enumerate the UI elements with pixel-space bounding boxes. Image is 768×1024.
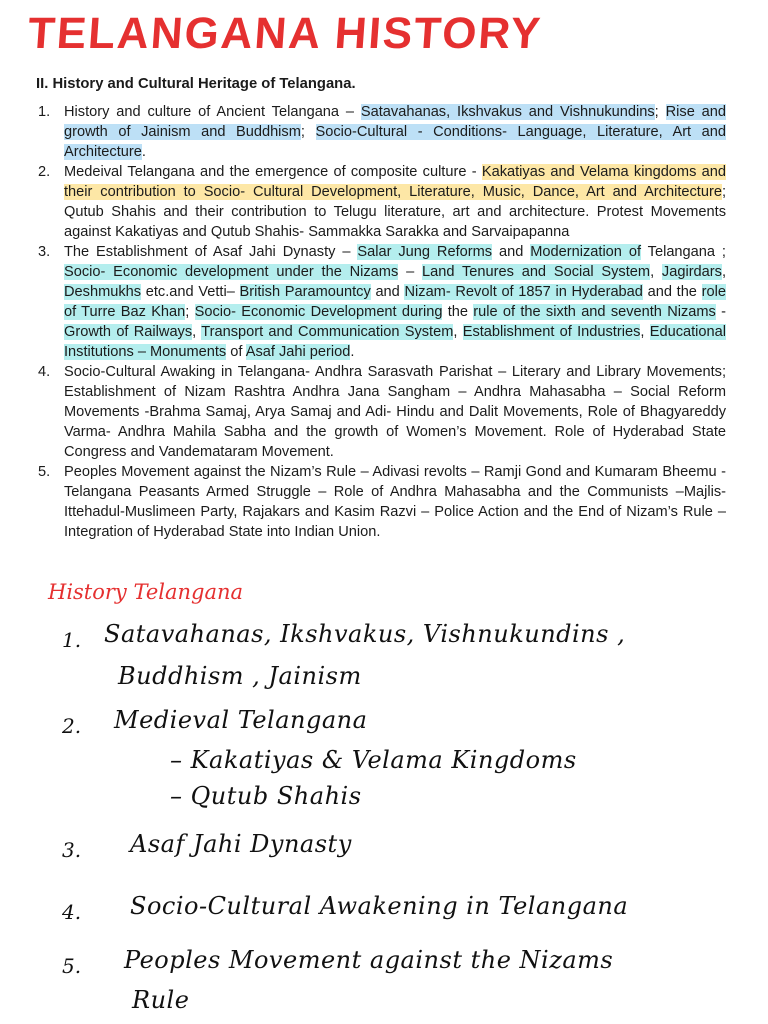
- note-line: Rule: [132, 986, 190, 1014]
- syllabus-text: .: [350, 344, 355, 360]
- syllabus-text: ; Qutub Shahis and their contribution to Telugu literature, art and architecture. Protest Movements against Kakatiyas and Qutub Shahis- Sammakka Sarakka and Sarvaipapanna: [64, 184, 726, 240]
- highlighted-text: Satavahanas, Ikshvakus and Vishnukundins: [360, 104, 655, 120]
- syllabus-item-number: 4.: [38, 364, 51, 380]
- syllabus-text: -: [715, 304, 726, 320]
- note-line: Asaf Jahi Dynasty: [130, 830, 352, 858]
- highlighted-text: Deshmukhs: [64, 284, 142, 300]
- syllabus-item-number: 1.: [38, 104, 51, 120]
- syllabus-text: .: [141, 144, 146, 160]
- syllabus-text: –: [398, 264, 422, 280]
- note-line: Buddhism , Jainism: [118, 662, 362, 690]
- highlighted-text: British Paramountcy: [239, 284, 371, 300]
- syllabus-text: ,: [650, 264, 662, 280]
- highlighted-text: Salar Jung Reforms: [357, 244, 493, 260]
- highlighted-text: Jagirdars: [661, 264, 722, 280]
- syllabus-text: ;: [185, 304, 195, 320]
- syllabus-text: History and culture of Ancient Telangana –: [64, 104, 361, 120]
- syllabus-text: ,: [192, 324, 202, 340]
- syllabus-item: [36, 242, 726, 362]
- note-line: – Kakatiyas & Velama Kingdoms: [170, 746, 577, 774]
- note-line: Peoples Movement against the Nizams: [124, 946, 614, 974]
- page-title: TELANGANA HISTORY: [26, 9, 544, 58]
- highlighted-text: Educational Institutions – Monuments: [64, 324, 727, 360]
- syllabus-item-number: 2.: [38, 164, 51, 180]
- syllabus-heading: II. History and Cultural Heritage of Telangana.: [36, 76, 356, 92]
- note-line: Medieval Telangana: [114, 706, 368, 734]
- note-line: – Qutub Shahis: [170, 782, 362, 810]
- notes-subtitle: History Telangana: [48, 580, 244, 604]
- highlighted-text: Socio- Economic Development during: [194, 304, 443, 320]
- syllabus-text: ,: [453, 324, 463, 340]
- highlighted-text: Nizam- Revolt of 1857 in Hyderabad: [404, 284, 643, 300]
- note-line: Satavahanas, Ikshvakus, Vishnukundins ,: [104, 620, 626, 648]
- note-number: 1.: [62, 628, 82, 652]
- highlighted-text: Rise and growth of Jainism and Buddhism: [64, 104, 727, 140]
- syllabus-text: ;: [654, 104, 666, 120]
- syllabus-text: ,: [721, 264, 727, 280]
- printed-syllabus: [36, 74, 726, 542]
- syllabus-text: and: [370, 284, 405, 300]
- highlighted-text: Establishment of Industries: [462, 324, 641, 340]
- note-number: 2.: [62, 714, 82, 738]
- syllabus-text: etc.and Vetti–: [141, 284, 240, 300]
- highlighted-text: rule of the sixth and seventh Nizams: [473, 304, 716, 320]
- syllabus-item: [36, 362, 726, 462]
- note-number: 5.: [62, 954, 82, 978]
- highlighted-text: Asaf Jahi period: [245, 344, 351, 360]
- highlighted-text: Kakatiyas and Velama kingdoms and their contribution to Socio- Cultural Development, Literature, Music, Dance, Art and Architecture: [64, 164, 726, 200]
- syllabus-text: Telangana ;: [641, 244, 726, 260]
- note-number: 3.: [62, 838, 82, 862]
- syllabus-text: ;: [300, 124, 316, 140]
- highlighted-text: Growth of Railways: [64, 324, 193, 340]
- highlighted-text: Modernization of: [530, 244, 642, 260]
- syllabus-text: Socio-Cultural Awaking in Telangana- Andhra Sarasvath Parishat – Literary and Library Movements; Establishment of Nizam Rashtra Andhra Jana Sangham – Andhra Mahasabha – Social Reform Movements -Brahma Samaj, Arya Samaj and Adi- Hindu and Dalit Movements, Role of Bhagyareddy Varma- Andhra Mahila Sabha and the growth of Women’s Movement. Role of Hyderabad State Congress and Vandemataram Movement.: [64, 364, 726, 460]
- syllabus-text: of: [226, 344, 246, 360]
- syllabus-item-number: 3.: [38, 244, 51, 260]
- handwritten-notes: [0, 580, 768, 1024]
- syllabus-text: and: [492, 244, 531, 260]
- syllabus-text: Medeival Telangana and the emergence of composite culture -: [64, 164, 482, 180]
- highlighted-text: role of Turre Baz Khan: [64, 284, 726, 320]
- syllabus-text: the: [442, 304, 474, 320]
- syllabus-item: [36, 102, 726, 162]
- syllabus-item: [36, 462, 726, 542]
- syllabus-text: ,: [640, 324, 650, 340]
- highlighted-text: Land Tenures and Social System: [421, 264, 651, 280]
- syllabus-item-number: 5.: [38, 464, 51, 480]
- highlighted-text: Socio- Economic development under the Nizams: [64, 264, 399, 280]
- note-number: 4.: [62, 900, 82, 924]
- highlighted-text: Socio-Cultural - Conditions- Language, Literature, Art and Architecture: [64, 124, 727, 160]
- syllabus-list: [36, 102, 726, 542]
- highlighted-text: Transport and Communication System: [201, 324, 454, 340]
- syllabus-text: Peoples Movement against the Nizam’s Rule – Adivasi revolts – Ramji Gond and Kumaram Bheemu - Telangana Peasants Armed Struggle – Role of Andhra Mahasabha and the Communists –Majlis-Ittehadul-Muslimeen Party, Rajakars and Kasim Razvi – Police Action and the End of Nizam’s Rule – Integration of Hyderabad State into Indian Union.: [64, 464, 726, 540]
- note-line: Socio-Cultural Awakening in Telangana: [130, 892, 629, 920]
- syllabus-item: [36, 162, 726, 242]
- syllabus-text: and the: [642, 284, 702, 300]
- syllabus-text: The Establishment of Asaf Jahi Dynasty –: [64, 244, 358, 260]
